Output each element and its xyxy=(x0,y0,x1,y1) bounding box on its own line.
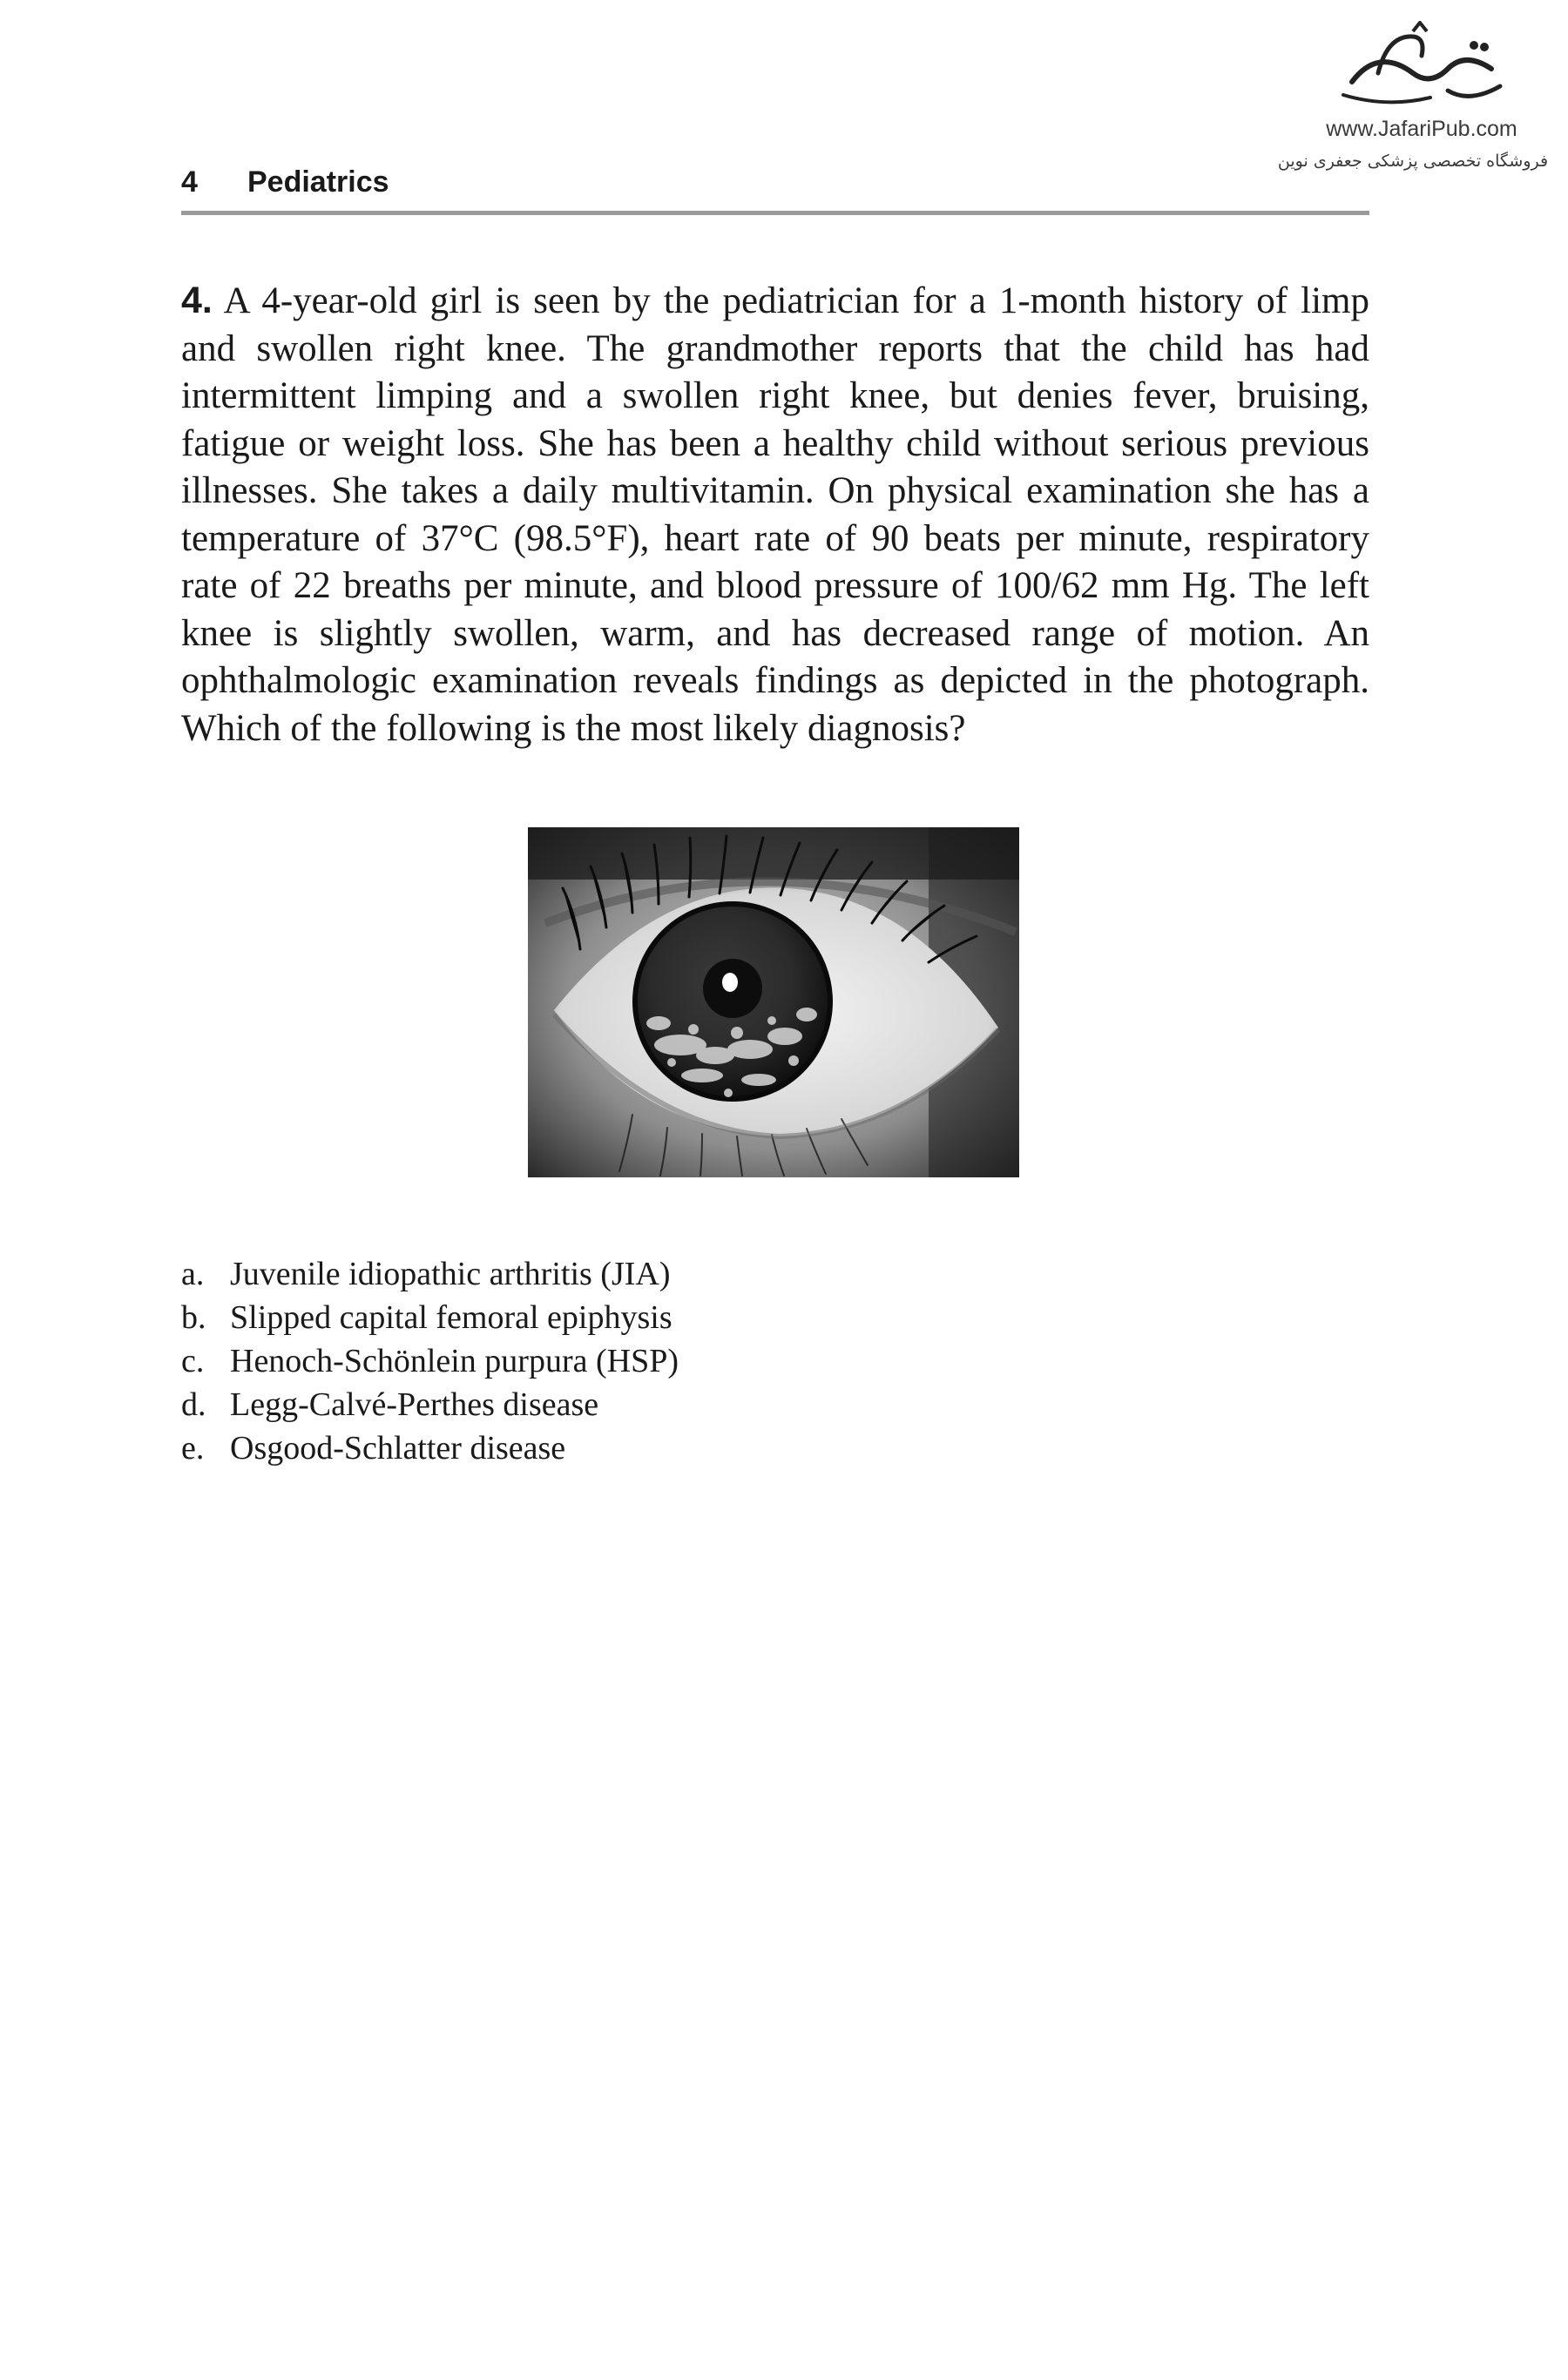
page-header xyxy=(181,158,1369,211)
publisher-caption: فروشگاه تخصصی پزشکی جعفری نوین xyxy=(1277,152,1549,171)
eye-photograph xyxy=(528,827,1019,1177)
option-text: Juvenile idiopathic arthritis (JIA) xyxy=(230,1256,671,1292)
eye-image xyxy=(528,827,1019,1177)
publisher-logo xyxy=(1277,21,1549,178)
answer-options xyxy=(181,1252,1052,1470)
answer-option-c xyxy=(181,1339,1052,1383)
page-number: 4 xyxy=(181,165,198,199)
option-text: Henoch-Schönlein purpura (HSP) xyxy=(230,1343,679,1379)
running-head: Pediatrics xyxy=(247,165,389,199)
answer-option-b xyxy=(181,1296,1052,1339)
option-letter: c. xyxy=(181,1343,205,1379)
calligraphy-logo-icon xyxy=(1326,21,1517,117)
publisher-url: www.JafariPub.com xyxy=(1326,117,1517,141)
option-letter: a. xyxy=(181,1256,205,1292)
answer-option-d xyxy=(181,1383,1052,1426)
answer-option-a xyxy=(181,1252,1052,1296)
answer-option-e xyxy=(181,1426,1052,1470)
option-letter: e. xyxy=(181,1430,205,1466)
question-text: A 4-year-old girl is seen by the pediatrician for a 1-month history of limp and swollen right knee. The grandmother reports that the child has had intermittent limping and a swollen right knee, but denies fever, bruising, fatigue or weight loss. She has been a healthy child without serious previous illnesses. She takes a daily multivitamin. On physical examination she has a temperature of 37°C (98.5°F), heart rate of 90 beats per minute, respiratory rate of 22 breaths per minute, and blood pressure of 100/62 mm Hg. The left knee is slightly swollen, warm, and has decreased range of motion. An ophthalmologic examination reveals findings as depicted in the photograph. Which of the following is the most likely diagnosis? xyxy=(181,280,1369,749)
option-letter: d. xyxy=(181,1386,206,1423)
option-text: Legg-Calvé-Perthes disease xyxy=(230,1386,599,1423)
option-letter: b. xyxy=(181,1299,206,1336)
question-stem xyxy=(181,277,1369,752)
option-text: Slipped capital femoral epiphysis xyxy=(230,1299,672,1336)
question-number: 4. xyxy=(181,280,213,321)
option-text: Osgood-Schlatter disease xyxy=(230,1430,566,1466)
header-rule xyxy=(181,211,1369,215)
